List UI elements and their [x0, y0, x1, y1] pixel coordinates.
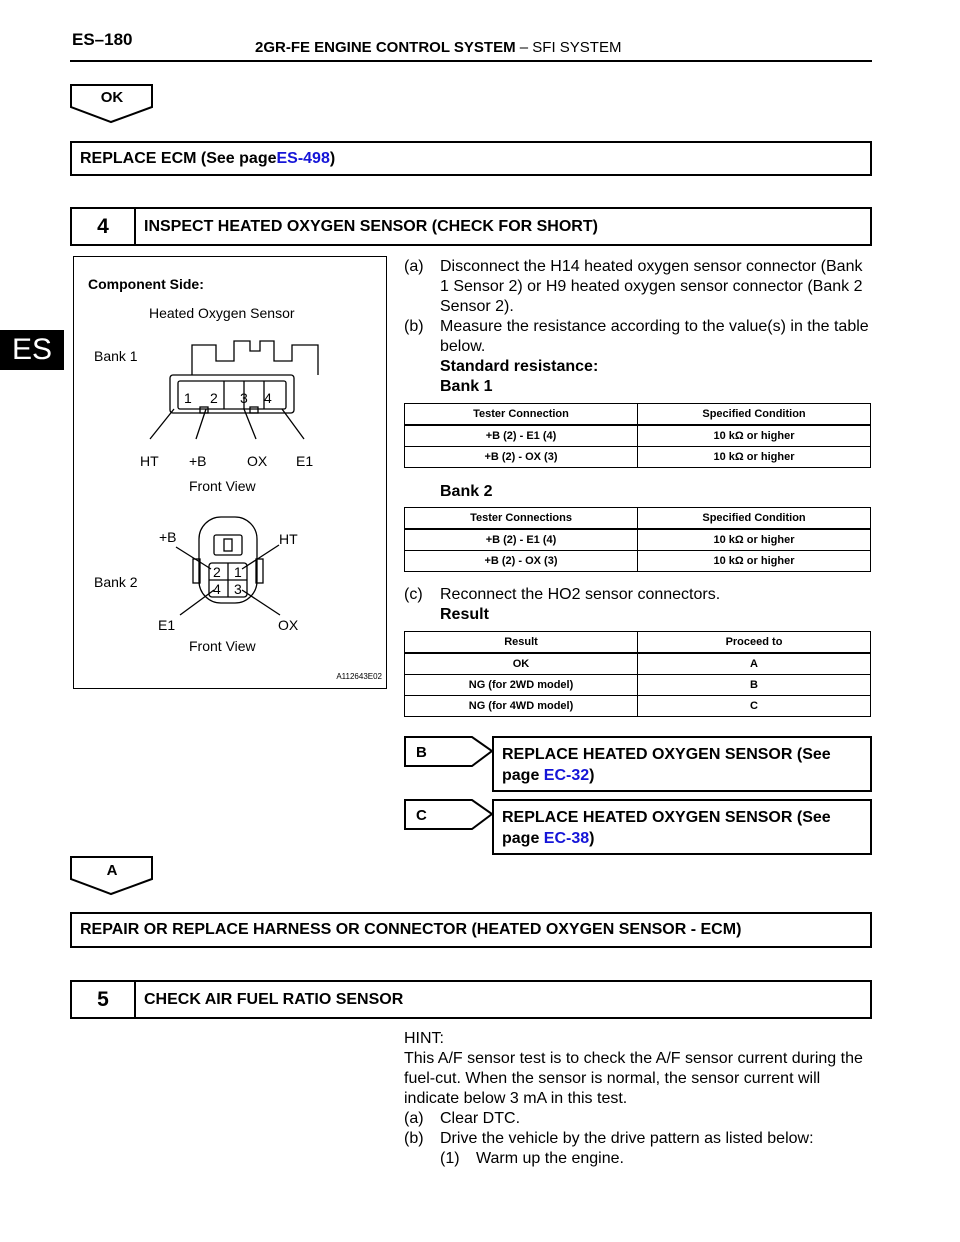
table-cell: 10 kΩ or higher [638, 425, 871, 447]
bank1-connector [150, 341, 318, 439]
table-header-cell: Tester Connection [405, 404, 638, 426]
step-c-text: Reconnect the HO2 sensor connectors. [440, 586, 721, 603]
table-header-cell: Specified Condition [638, 508, 871, 530]
bank2-pin-4: 4 [213, 581, 221, 597]
table-row [405, 529, 871, 551]
page-number: ES–180 [72, 30, 133, 49]
bank2-terminal-ht: HT [279, 531, 298, 547]
result-heading: Result [440, 606, 489, 623]
table-header-row [405, 632, 871, 654]
table-cell: B [638, 675, 871, 696]
step-5-box [70, 980, 872, 1019]
replace-sensor-c-line1: REPLACE HEATED OXYGEN SENSOR (See [502, 809, 831, 826]
table-cell: A [638, 653, 871, 675]
table-row [405, 425, 871, 447]
step-4-number: 4 [72, 209, 136, 244]
replace-sensor-b-line1: REPLACE HEATED OXYGEN SENSOR (See [502, 746, 831, 763]
replace-sensor-b-close: ) [589, 767, 595, 784]
step-c-marker: (c) [404, 586, 423, 603]
replace-sensor-c-page-link[interactable]: EC-38 [543, 830, 590, 847]
step-4-box [70, 207, 872, 246]
component-side-label: Component Side: [88, 276, 204, 292]
connector-diagram [74, 257, 386, 688]
table-header-cell: Specified Condition [638, 404, 871, 426]
a-flag-label: A [106, 862, 118, 879]
bank1-heading: Bank 1 [440, 378, 493, 395]
replace-sensor-b-box [492, 736, 872, 792]
bank1-terminal-ox: OX [247, 453, 268, 469]
hint-a-marker: (a) [404, 1110, 424, 1127]
table-cell: C [638, 696, 871, 717]
standard-resistance-label: Standard resistance: [440, 358, 599, 375]
c-flag-label: C [416, 807, 427, 824]
header-title-rest: – SFI SYSTEM [519, 39, 622, 56]
replace-ecm-page-link[interactable]: ES-498 [276, 149, 330, 167]
table-cell: +B (2) - E1 (4) [405, 529, 638, 551]
repair-harness-box: REPAIR OR REPLACE HARNESS OR CONNECTOR (HEATED OXYGEN SENSOR - ECM) [70, 912, 872, 948]
ok-flag-label: OK [100, 89, 124, 106]
hint-text: This A/F sensor test is to check the A/F sensor current during the fuel-cut. When the sensor is normal, the sensor current will indicate below 3 mA in this test. [404, 1050, 863, 1107]
bank2-pin-3: 3 [234, 581, 242, 597]
bank2-connector [176, 517, 280, 615]
bank2-pin-1: 1 [234, 564, 242, 580]
hint-label: HINT: [404, 1030, 444, 1047]
step-a-marker: (a) [404, 258, 424, 275]
sensor-name-label: Heated Oxygen Sensor [149, 305, 295, 321]
table-header-cell: Result [405, 632, 638, 654]
table-header-cell: Tester Connections [405, 508, 638, 530]
bank2-heading: Bank 2 [440, 483, 493, 500]
page-header-title [255, 39, 621, 56]
table-row [405, 696, 871, 717]
step-a-text: Disconnect the H14 heated oxygen sensor connector (Bank 1 Sensor 2) or H9 heated oxygen sensor connector (Bank 2 Sensor 2). [440, 258, 863, 315]
table-cell: +B (2) - OX (3) [405, 551, 638, 572]
bank2-label: Bank 2 [94, 574, 138, 590]
step-4-title: INSPECT HEATED OXYGEN SENSOR (CHECK FOR SHORT) [144, 217, 598, 235]
b-flag-label: B [416, 744, 427, 761]
result-table [404, 631, 871, 717]
step-5-number: 5 [72, 982, 136, 1017]
connector-figure [73, 256, 387, 689]
replace-sensor-c-box [492, 799, 872, 855]
table-cell: 10 kΩ or higher [638, 551, 871, 572]
hint-a-text: Clear DTC. [440, 1110, 521, 1127]
bank2-resistance-table [404, 507, 871, 572]
table-cell: +B (2) - E1 (4) [405, 425, 638, 447]
replace-sensor-b-page-link[interactable]: EC-32 [543, 767, 590, 784]
bank2-terminal-e1: E1 [158, 617, 176, 633]
table-cell: +B (2) - OX (3) [405, 447, 638, 468]
bank2-front-view: Front View [189, 638, 256, 654]
table-row [405, 551, 871, 572]
bank1-terminal-ht: HT [140, 453, 159, 469]
bank1-pin-3: 3 [240, 390, 248, 406]
table-cell: NG (for 2WD model) [405, 675, 638, 696]
table-cell: 10 kΩ or higher [638, 529, 871, 551]
replace-sensor-c-page: page [502, 830, 544, 847]
table-row [405, 675, 871, 696]
table-header-cell: Proceed to [638, 632, 871, 654]
bank2-pin-2: 2 [213, 564, 221, 580]
bank2-terminal-b: +B [159, 529, 177, 545]
bank1-pin-4: 4 [264, 390, 272, 406]
header-title-bold: 2GR-FE ENGINE CONTROL SYSTEM [255, 39, 516, 56]
replace-ecm-close: ) [329, 149, 336, 167]
bank1-pin-2: 2 [210, 390, 218, 406]
hint-b-text: Drive the vehicle by the drive pattern as listed below: [440, 1130, 814, 1147]
table-header-row [405, 508, 871, 530]
section-tab: ES [0, 330, 64, 370]
hint-sub1-marker: (1) [440, 1150, 460, 1167]
replace-ecm-text: REPLACE ECM (See page [80, 149, 277, 167]
table-row [405, 447, 871, 468]
bank1-label: Bank 1 [94, 348, 138, 364]
figure-id: A112643E02 [336, 672, 382, 681]
table-cell: OK [405, 653, 638, 675]
replace-sensor-c-close: ) [589, 830, 595, 847]
replace-sensor-b-page: page [502, 767, 544, 784]
header-divider [70, 60, 872, 62]
hint-sub1-text: Warm up the engine. [476, 1150, 624, 1167]
table-cell: 10 kΩ or higher [638, 447, 871, 468]
step-b-marker: (b) [404, 318, 424, 335]
table-row [405, 653, 871, 675]
bank1-front-view: Front View [189, 478, 256, 494]
bank2-terminal-ox: OX [278, 617, 299, 633]
bank1-terminal-e1: E1 [296, 453, 314, 469]
step-b-text: Measure the resistance according to the value(s) in the table below. [440, 318, 869, 355]
table-cell: NG (for 4WD model) [405, 696, 638, 717]
table-header-row [405, 404, 871, 426]
replace-ecm-box [70, 141, 872, 176]
step-5-title: CHECK AIR FUEL RATIO SENSOR [144, 990, 404, 1008]
bank1-terminal-b: +B [189, 453, 207, 469]
bank1-resistance-table [404, 403, 871, 468]
bank1-pin-1: 1 [184, 390, 192, 406]
hint-b-marker: (b) [404, 1130, 424, 1147]
